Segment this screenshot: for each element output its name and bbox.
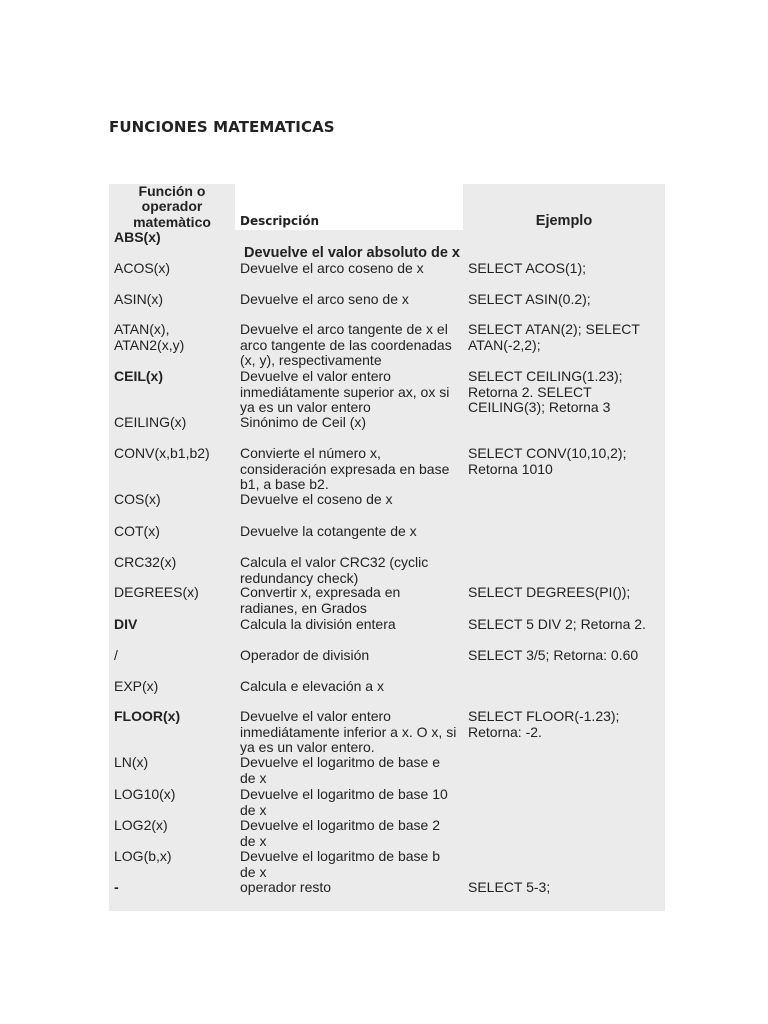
row-desc: Convierte el número x, consideración expresada en base b1, a base b2. bbox=[240, 445, 450, 493]
header-function: Función o operador matemàtico bbox=[133, 183, 211, 230]
row-example: SELECT ATAN(2); SELECT ATAN(-2,2); bbox=[468, 321, 640, 353]
row-desc: Devuelve el logaritmo de base 2 de x bbox=[240, 817, 441, 849]
row-desc: Devuelve el arco coseno de x bbox=[240, 260, 424, 276]
row-func: FLOOR(x) bbox=[114, 708, 181, 724]
row-example: SELECT 5 DIV 2; Retorna 2. bbox=[468, 616, 646, 632]
row-desc: Devuelve el arco tangente de x el arco tangente de las coordenadas (x, y), respectivamente bbox=[240, 321, 452, 369]
row-func: LOG10(x) bbox=[114, 786, 176, 802]
row-func: CRC32(x) bbox=[114, 554, 177, 570]
row-desc: Convertir x, expresada en radianes, en Grados bbox=[240, 584, 401, 616]
row-example: SELECT DEGREES(PI()); bbox=[468, 584, 631, 600]
row-desc: Devuelve el logaritmo de base e de x bbox=[240, 754, 441, 786]
row-desc: Devuelve el logaritmo de base b de x bbox=[240, 848, 441, 880]
row-desc: Calcula e elevación a x bbox=[240, 678, 384, 694]
row-desc: Devuelve el valor absoluto de x bbox=[244, 245, 460, 261]
row-func: LN(x) bbox=[114, 754, 149, 770]
row-example: SELECT CEILING(1.23); Retorna 2. SELECT CEILING(3); Retorna 3 bbox=[468, 368, 623, 416]
row-desc: operador resto bbox=[240, 879, 332, 895]
row-func: CEILING(x) bbox=[114, 414, 187, 430]
row-example: SELECT FLOOR(-1.23); Retorna: -2. bbox=[468, 708, 620, 740]
page-title: FUNCIONES MATEMATICAS bbox=[109, 118, 335, 136]
row-func: ATAN(x), ATAN2(x,y) bbox=[114, 321, 185, 353]
row-example: SELECT 3/5; Retorna: 0.60 bbox=[468, 647, 639, 663]
row-func: ASIN(x) bbox=[114, 291, 163, 307]
row-func: DIV bbox=[114, 616, 138, 632]
header-example: Ejemplo bbox=[535, 213, 593, 229]
row-func: / bbox=[114, 647, 118, 663]
row-func: COS(x) bbox=[114, 491, 161, 507]
row-example: SELECT 5-3; bbox=[468, 879, 551, 895]
header-description: Descripción bbox=[240, 214, 319, 228]
row-desc: Sinónimo de Ceil (x) bbox=[240, 414, 367, 430]
row-desc: Operador de división bbox=[240, 647, 370, 663]
row-desc: Devuelve el valor entero inmediátamente inferior a x. O x, si ya es un valor entero. bbox=[240, 708, 457, 756]
row-desc: Devuelve el logaritmo de base 10 de x bbox=[240, 786, 448, 818]
row-func: ACOS(x) bbox=[114, 260, 170, 276]
row-func: - bbox=[114, 879, 119, 895]
row-desc: Devuelve la cotangente de x bbox=[240, 523, 417, 539]
row-desc: Devuelve el valor entero inmediátamente superior ax, ox si ya es un valor entero bbox=[240, 368, 450, 416]
row-func: COT(x) bbox=[114, 523, 160, 539]
row-func: EXP(x) bbox=[114, 678, 159, 694]
row-func: LOG2(x) bbox=[114, 817, 168, 833]
row-func: CONV(x,b1,b2) bbox=[114, 445, 210, 461]
row-func: LOG(b,x) bbox=[114, 848, 172, 864]
row-desc: Devuelve el arco seno de x bbox=[240, 291, 409, 307]
row-desc: Calcula la división entera bbox=[240, 616, 396, 632]
row-desc: Devuelve el coseno de x bbox=[240, 491, 393, 507]
row-example: SELECT CONV(10,10,2); Retorna 1010 bbox=[468, 445, 627, 477]
row-func: CEIL(x) bbox=[114, 368, 163, 384]
row-func: DEGREES(x) bbox=[114, 584, 199, 600]
row-example: SELECT ASIN(0.2); bbox=[468, 291, 591, 307]
row-desc: Calcula el valor CRC32 (cyclic redundancy check) bbox=[240, 554, 429, 586]
row-example: SELECT ACOS(1); bbox=[468, 260, 587, 276]
row-func: ABS(x) bbox=[114, 229, 161, 245]
